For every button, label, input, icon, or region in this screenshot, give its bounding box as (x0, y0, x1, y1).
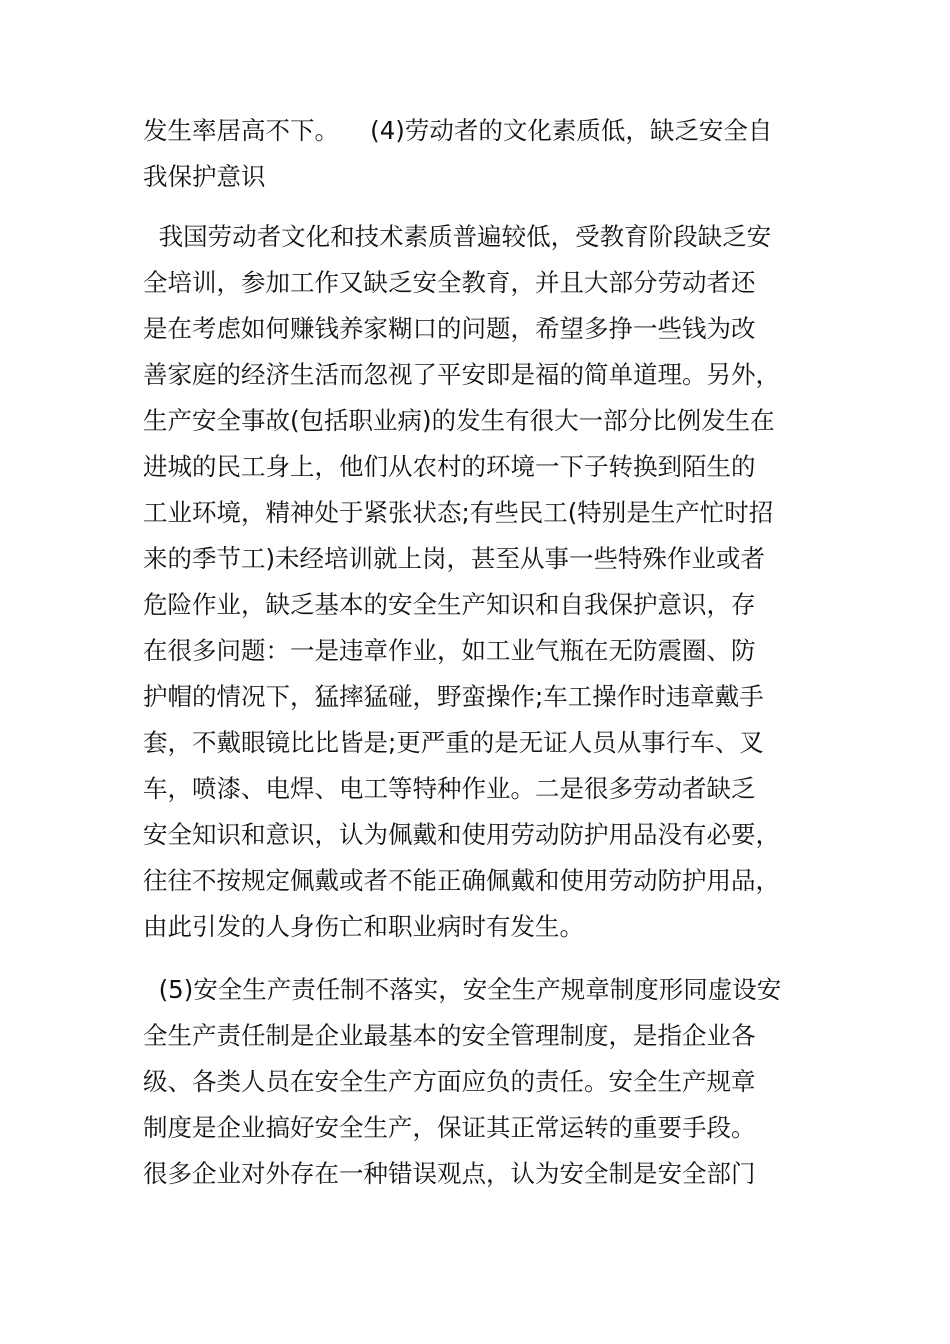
text-line: 往往不按规定佩戴或者不能正确佩戴和使用劳动防护用品， (143, 866, 780, 895)
text-line: 制度是企业搞好安全生产，保证其正常运转的重要手段。 (143, 1113, 756, 1142)
text-line: 来的季节工)未经培训就上岗，甚至从事一些特殊作业或者 (143, 544, 766, 573)
text-line: 级、各类人员在安全生产方面应负的责任。安全生产规章 (143, 1067, 756, 1096)
text-line: 工业环境，精神处于紧张状态;有些民工(特别是生产忙时招 (143, 498, 774, 527)
text-line: 全培训，参加工作又缺乏安全教育，并且大部分劳动者还 (143, 268, 756, 297)
text-line: 发生率居高不下。 (4)劳动者的文化素质低，缺乏安全自 (143, 116, 773, 145)
text-line: 我保护意识 (143, 162, 266, 191)
text-line: 我国劳动者文化和技术素质普遍较低，受教育阶段缺乏安 (143, 222, 772, 251)
paragraph-2 (143, 214, 843, 950)
paragraph-1 (143, 108, 843, 200)
text-line: 由此引发的人身伤亡和职业病时有发生。 (143, 912, 584, 941)
text-line: 很多企业对外存在一种错误观点，认为安全制是安全部门 (143, 1159, 756, 1188)
text-line: 安全知识和意识，认为佩戴和使用劳动防护用品没有必要， (143, 820, 780, 849)
text-line: 生产安全事故(包括职业病)的发生有很大一部分比例发生在 (143, 406, 775, 435)
text-line: 护帽的情况下，猛摔猛碰，野蛮操作;车工操作时违章戴手 (143, 682, 764, 711)
text-line: 是在考虑如何赚钱养家糊口的问题，希望多挣一些钱为改 (143, 314, 756, 343)
text-line: 危险作业，缺乏基本的安全生产知识和自我保护意识，存 (143, 590, 756, 619)
paragraph-3 (143, 967, 843, 1197)
text-line: (5)安全生产责任制不落实，安全生产规章制度形同虚设安 (143, 975, 782, 1004)
text-line: 车，喷漆、电焊、电工等特种作业。二是很多劳动者缺乏 (143, 774, 756, 803)
text-line: 全生产责任制是企业最基本的安全管理制度，是指企业各 (143, 1021, 756, 1050)
text-line: 善家庭的经济生活而忽视了平安即是福的简单道理。另外， (143, 360, 780, 389)
text-line: 套，不戴眼镜比比皆是;更严重的是无证人员从事行车、叉 (143, 728, 764, 757)
text-line: 在很多问题：一是违章作业，如工业气瓶在无防震圈、防 (143, 636, 756, 665)
text-line: 进城的民工身上，他们从农村的环境一下子转换到陌生的 (143, 452, 756, 481)
